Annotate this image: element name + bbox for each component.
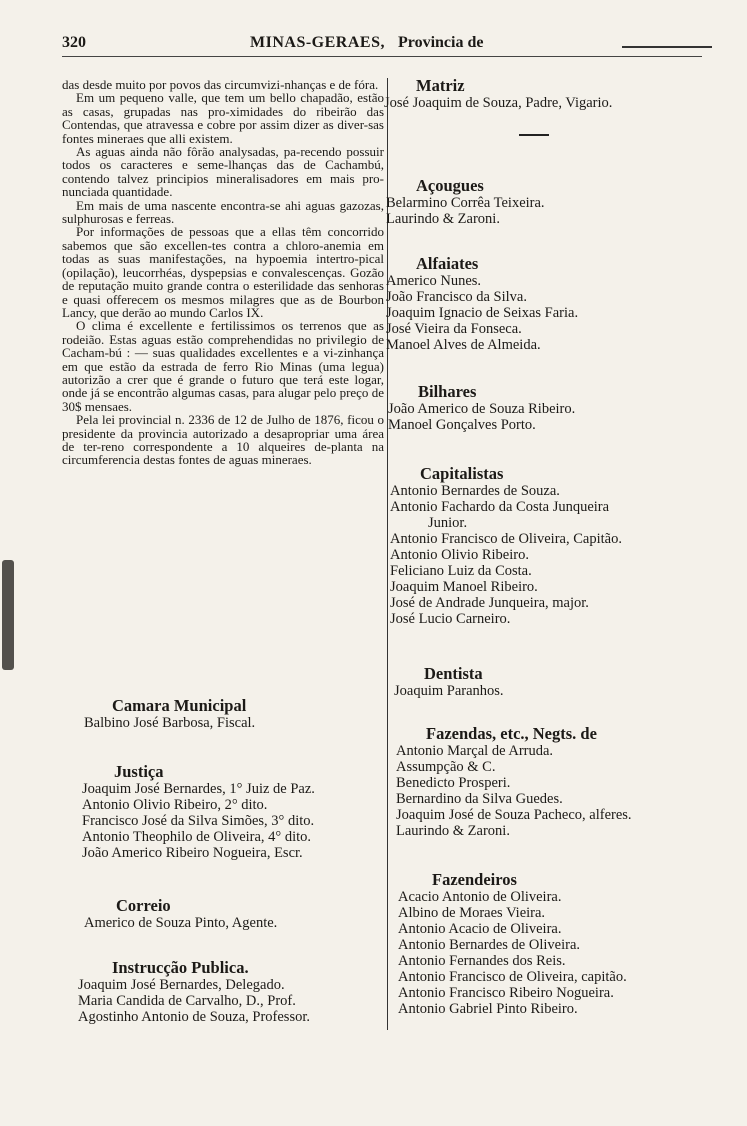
section-matriz [384,78,612,111]
section-separator [519,134,549,136]
section-heading: Fazendas, etc., Negts. de [426,724,597,743]
section-fazendeiros [398,872,627,1017]
directory-entry: Antonio Bernardes de Oliveira. [398,937,581,953]
directory-entry: Acacio Antonio de Oliveira. [398,889,562,905]
directory-entry: Joaquim José Bernardes, 1° Juiz de Paz. [82,781,315,797]
directory-entry: Joaquim Ignacio de Seixas Faria. [386,305,579,321]
directory-entry: João Americo Ribeiro Nogueira, Escr. [82,845,303,861]
section-acougues [386,178,545,227]
paragraph: O clima é excellente e fertilissimos os terrenos que as rodeião. Estas aguas estão comprehendidas no privilegio de Cacham-bú : — suas qualidades excellentes e a vi-zinhança em que estão da estrada de ferro Rio Minas (uma legua) autorizão a crer que é grande o futuro que terá este logar, onde já se encontrão algumas casas, para alugar pelo preço de 30$ mensaes. [62,318,384,414]
paragraph: Em mais de uma nascente encontra-se ahi aguas gazozas, sulphurosas e ferreas. [62,197,384,227]
directory-entry: Antonio Francisco de Oliveira, Capitão. [390,531,622,547]
directory-entry: Bernardino da Silva Guedes. [396,791,563,807]
directory-entry: Junior. [428,515,468,531]
paragraph: Em um pequeno valle, que tem um bello chapadão, estão as casas, grupadas nas pro-ximidades do ribeirão das Contendas, que atravessa e cobre por assim dizer as diver-sas fontes mineraes que alli existem. [62,90,384,146]
directory-entry: Antonio Olivio Ribeiro. [390,547,529,563]
section-heading: Camara Municipal [112,696,247,715]
section-heading: Justiça [114,762,164,781]
section-bilhares [388,384,575,433]
section-heading: Instrucção Publica. [112,958,249,977]
directory-entry: Assumpção & C. [396,759,496,775]
directory-entry: Laurindo & Zaroni. [396,823,510,839]
directory-entry: Antonio Marçal de Arruda. [396,743,554,759]
section-heading: Açougues [416,176,484,195]
directory-entry: Joaquim Paranhos. [394,683,504,699]
directory-entry: Francisco José da Silva Simões, 3° dito. [82,813,315,829]
directory-entry: Americo de Souza Pinto, Agente. [84,915,278,931]
section-heading: Matriz [416,76,465,95]
header-flourish [622,46,712,48]
left-body-text [62,78,384,467]
directory-entry: Joaquim José Bernardes, Delegado. [78,977,285,993]
header-title: MINAS-GERAES, [250,34,385,51]
directory-entry: Antonio Olivio Ribeiro, 2° dito. [82,797,268,813]
section-heading: Capitalistas [420,464,504,483]
directory-entry: Antonio Fernandes dos Reis. [398,953,566,969]
section-justica [82,764,315,861]
directory-entry: Manoel Alves de Almeida. [386,337,541,353]
paragraph: As aguas ainda não fôrão analysadas, pa-recendo possuir todos os caracteres e seme-lhanças das de Cachambú, contendo talvez principios mineralisadores em mais pro-nunciada quantidade. [62,144,384,200]
section-fazendas [396,726,632,839]
section-heading: Fazendeiros [432,870,517,889]
directory-entry: Manoel Gonçalves Porto. [388,417,536,433]
directory-entry: Balbino José Barbosa, Fiscal. [84,715,256,731]
binding-shadow [2,560,14,670]
section-correio [84,898,277,931]
directory-entry: José Lucio Carneiro. [390,611,511,627]
page-header [62,32,702,57]
directory-entry: Albino de Moraes Vieira. [398,905,546,921]
directory-entry: Antonio Acacio de Oliveira. [398,921,562,937]
directory-entry: Americo Nunes. [386,273,482,289]
directory-entry: Belarmino Corrêa Teixeira. [386,195,545,211]
directory-entry: Benedicto Prosperi. [396,775,511,791]
header-subtitle: Provincia de [398,34,484,51]
directory-entry: Agostinho Antonio de Souza, Professor. [78,1009,310,1025]
directory-entry: Feliciano Luiz da Costa. [390,563,532,579]
directory-entry: João Americo de Souza Ribeiro. [388,401,576,417]
section-instruccao-publica [78,960,310,1025]
directory-entry: João Francisco da Silva. [386,289,527,305]
section-heading: Dentista [424,664,483,683]
directory-entry: Maria Candida de Carvalho, D., Prof. [78,993,296,1009]
directory-entry: Joaquim Manoel Ribeiro. [390,579,538,595]
directory-entry: Antonio Bernardes de Souza. [390,483,560,499]
directory-entry: José Joaquim de Souza, Padre, Vigario. [384,95,613,111]
paragraph: das desde muito por povos das circumvizi-nhanças e de fóra. [62,77,379,92]
directory-entry: Antonio Fachardo da Costa Junqueira [390,499,610,515]
page-number: 320 [62,34,86,51]
directory-entry: Antonio Gabriel Pinto Ribeiro. [398,1001,578,1017]
directory-entry: Laurindo & Zaroni. [386,211,500,227]
section-capitalistas [390,466,622,627]
section-heading: Alfaiates [416,254,479,273]
section-camara-municipal [84,696,256,731]
directory-entry: Joaquim José de Souza Pacheco, alferes. [396,807,632,823]
directory-entry: Antonio Theophilo de Oliveira, 4° dito. [82,829,312,845]
section-heading: Correio [116,896,171,915]
directory-entry: Antonio Francisco Ribeiro Nogueira. [398,985,614,1001]
section-dentista [394,666,504,699]
paragraph: Pela lei provincial n. 2336 de 12 de Julho de 1876, ficou o presidente da provincia autorizado a desapropriar uma área de ter-reno correspondente a 10 alqueires de-planta na circumferencia destas fontes de aguas mineraes. [62,412,384,468]
section-alfaiates [386,256,578,353]
paragraph: Por informações de pessoas que a ellas têm concorrido sabemos que são excellen-tes contra a chloro-anemia em todas as suas manifestações, na hypoemia intertro-pical (opilação), leucorrhéas, dyspepsias e convalescenças. Gozão de reputação muito grande contra o esterilidade das senhoras e quasi offerecem os mesmos milagres que as de Bourbon Lancy, que derão ao mundo Carlos IX. [62,224,384,320]
directory-entry: Antonio Francisco de Oliveira, capitão. [398,969,627,985]
directory-entry: José Vieira da Fonseca. [386,321,522,337]
section-heading: Bilhares [418,382,477,401]
directory-entry: José de Andrade Junqueira, major. [390,595,589,611]
